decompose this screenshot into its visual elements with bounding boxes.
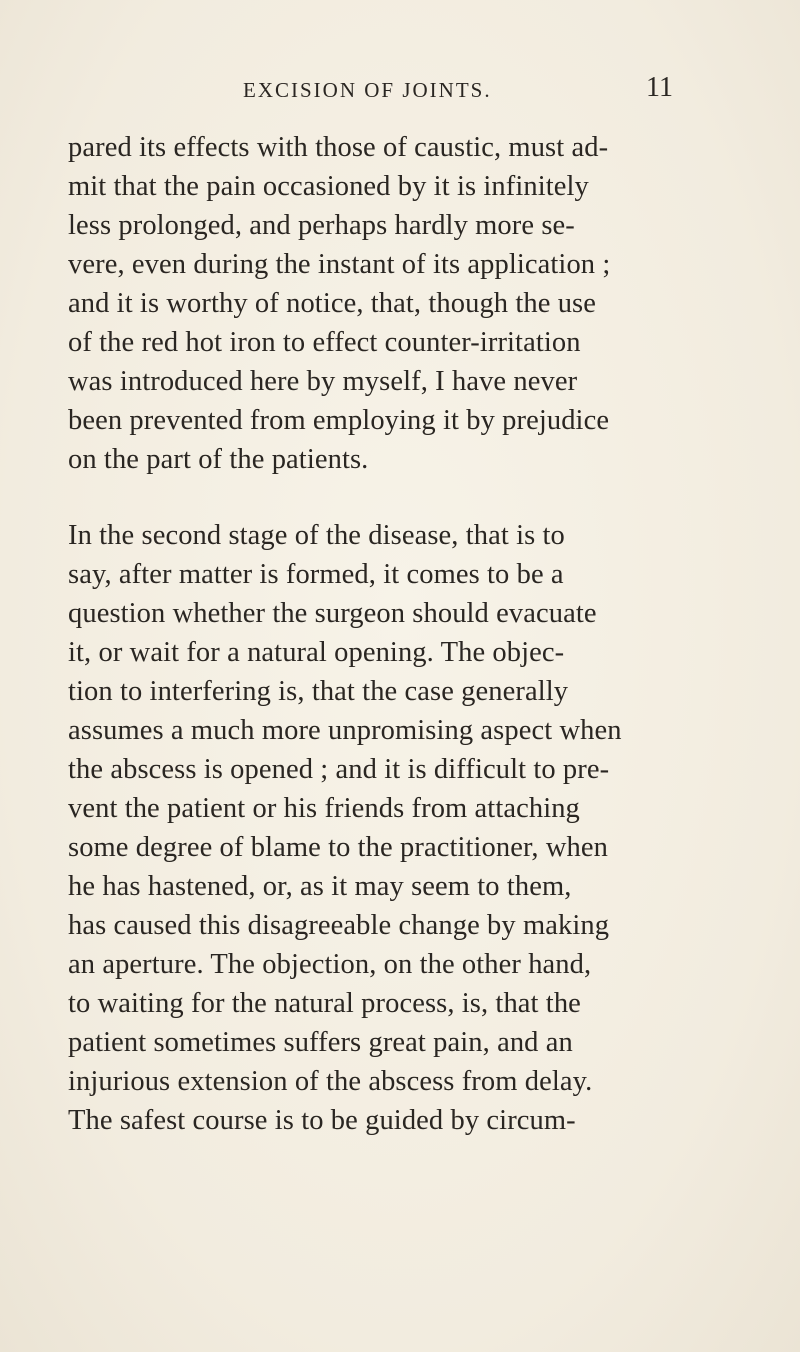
text-line: say, after matter is formed, it comes to be a xyxy=(68,559,564,590)
text-line: of the red hot iron to effect counter-irritation xyxy=(68,327,581,358)
text-line: been prevented from employing it by prejudice xyxy=(68,405,610,436)
text-line: to waiting for the natural process, is, that the xyxy=(68,988,581,1019)
text-line: some degree of blame to the practitioner, when xyxy=(68,832,609,863)
text-line: In the second stage of the disease, that is to xyxy=(68,520,565,551)
running-head-title: EXCISION OF JOINTS. xyxy=(243,78,492,102)
page-number: 11 xyxy=(646,72,673,103)
paragraph-1 xyxy=(68,128,708,479)
text-line: mit that the pain occasioned by it is infinitely xyxy=(68,171,589,202)
text-line: on the part of the patients. xyxy=(68,444,369,475)
paragraph-gap xyxy=(68,479,708,516)
text-line: vent the patient or his friends from attaching xyxy=(68,793,580,824)
text-line: question whether the surgeon should evacuate xyxy=(68,598,597,629)
text-line: patient sometimes suffers great pain, and an xyxy=(68,1027,573,1058)
text-line: vere, even during the instant of its application ; xyxy=(68,249,611,280)
text-line: he has hastened, or, as it may seem to them, xyxy=(68,871,572,902)
text-line: injurious extension of the abscess from delay. xyxy=(68,1066,593,1097)
text-line: has caused this disagreeable change by making xyxy=(68,910,610,941)
text-line: the abscess is opened ; and it is difficult to pre- xyxy=(68,754,610,785)
running-head xyxy=(0,72,800,112)
text-line: pared its effects with those of caustic, must ad- xyxy=(68,132,609,163)
text-line: tion to interfering is, that the case generally xyxy=(68,676,569,707)
text-line: The safest course is to be guided by circum- xyxy=(68,1105,576,1136)
text-line: was introduced here by myself, I have never xyxy=(68,366,578,397)
text-line: less prolonged, and perhaps hardly more se- xyxy=(68,210,575,241)
body-text xyxy=(68,128,708,1140)
text-line: and it is worthy of notice, that, though the use xyxy=(68,288,596,319)
paragraph-2 xyxy=(68,516,708,1140)
text-line: an aperture. The objection, on the other hand, xyxy=(68,949,592,980)
text-line: it, or wait for a natural opening. The objec- xyxy=(68,637,565,668)
text-line: assumes a much more unpromising aspect when xyxy=(68,715,622,746)
